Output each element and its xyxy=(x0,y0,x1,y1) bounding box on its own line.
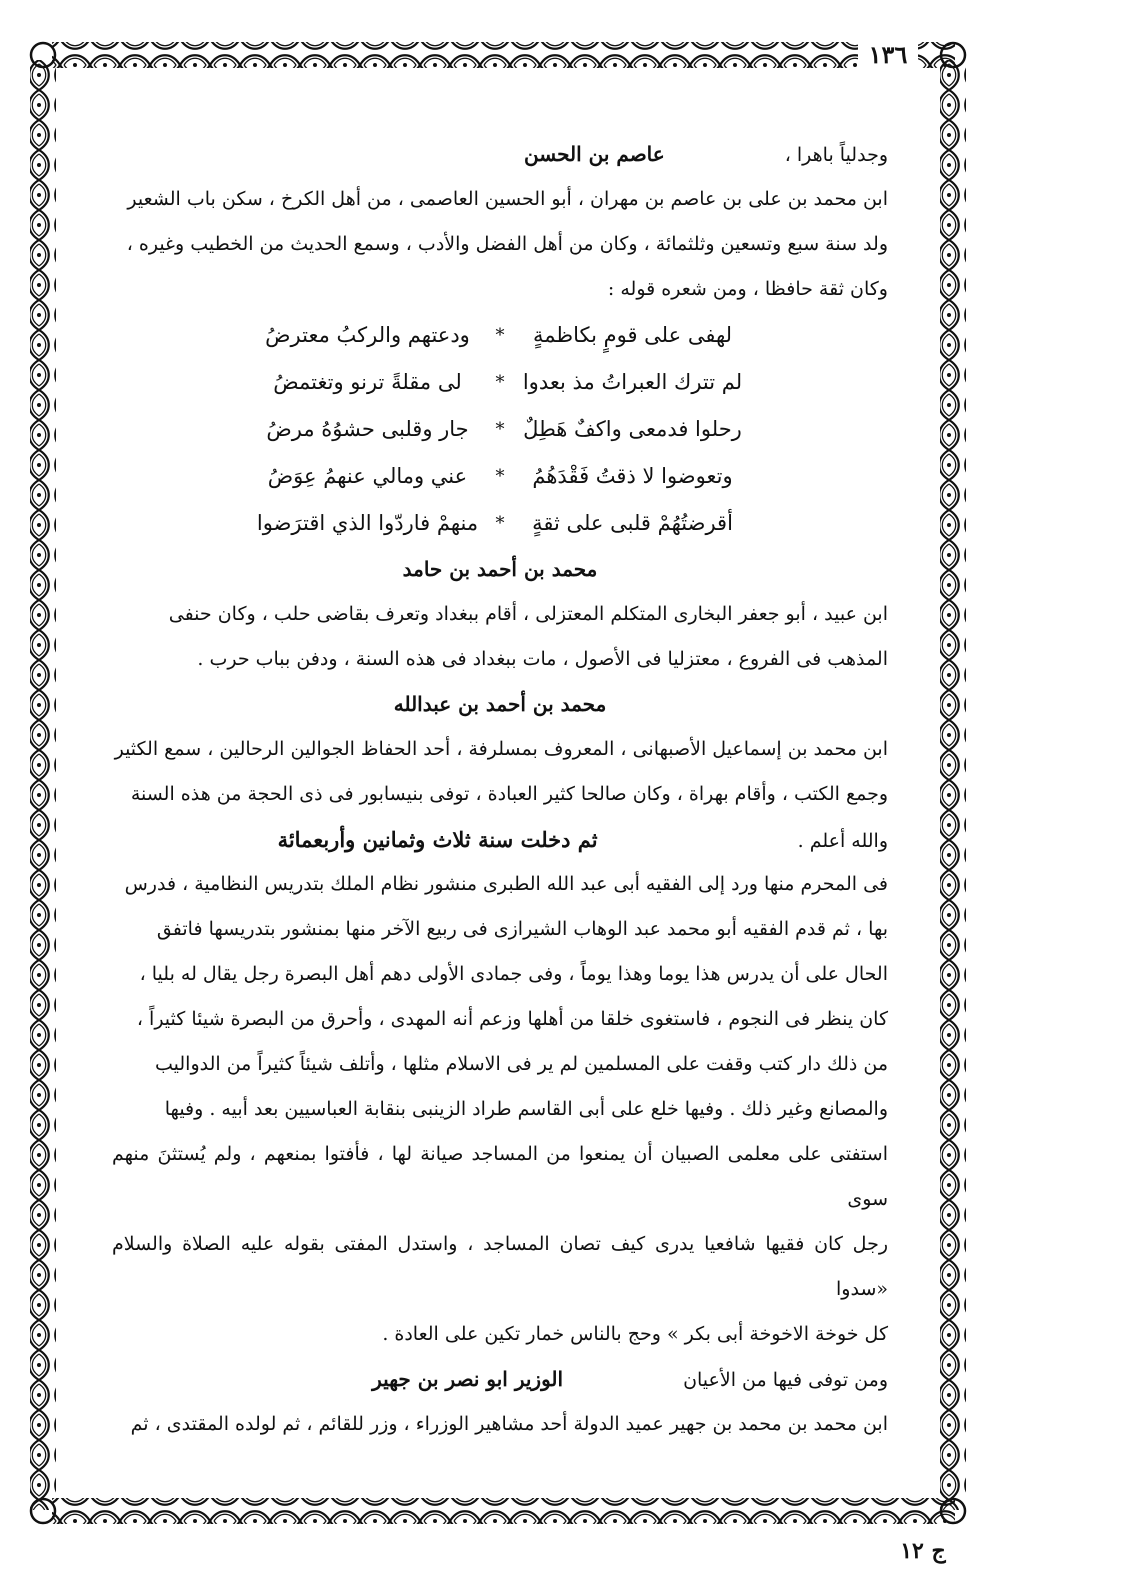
verse-separator: * xyxy=(495,372,505,393)
hemistich-second: منهمْ فاردّوا الذي اقترَضوا xyxy=(256,511,479,535)
verse-separator: * xyxy=(495,513,505,534)
hemistich-first: أقرضتُهُمْ قلبى على ثقةٍ xyxy=(532,511,733,535)
hemistich-first: وتعوضوا لا ذقتُ فَقْدَهُمُ xyxy=(532,464,733,488)
text-line: الحال على أن يدرس هذا يوما وهذا يوماً ، وفى جمادى الأولى دهم أهل البصرة رجل يقال له بليا ، xyxy=(139,963,888,985)
poem-verse xyxy=(250,453,750,500)
hemistich-first: لم تترك العبراتُ مذ بعدوا xyxy=(522,370,743,394)
text-line: وجمع الكتب ، وأقام بهراة ، وكان صالحا كثير العبادة ، توفى بنيسابور فى ذى الحجة من هذه السنة xyxy=(130,783,888,805)
text-line: من ذلك دار كتب وقفت على المسلمين لم ير فى الاسلام مثلها ، وأتلف شيئاً كثيراً من الدواليب xyxy=(155,1053,888,1075)
bio1-heading-row xyxy=(112,132,888,177)
bio3-heading-row xyxy=(112,682,888,727)
line-continuation: وجدلياً باهرا ، xyxy=(784,144,888,166)
text-line: ابن محمد بن محمد بن جهير عميد الدولة أحد مشاهير الوزراء ، وزر للقائم ، ثم لولده المقتدى ، ثم xyxy=(130,1413,888,1435)
text-line: رجل كان فقيها شافعيا يدرى كيف تصان المساجد ، واستدل المفتى بقوله عليه الصلاة والسلام «سدوا xyxy=(112,1233,888,1300)
hemistich-second: جار وقلبى حشوُهُ مرضُ xyxy=(266,417,469,441)
text-line: ابن عبيد ، أبو جعفر البخارى المتكلم المعتزلى ، أقام ببغداد وتعرف بقاضى حلب ، وكان حنفى xyxy=(168,603,888,625)
text-line: والمصانع وغير ذلك . وفيها خلع على أبى القاسم طراد الزينبى بنقابة العباسيين بعد أبيه . وفيها xyxy=(164,1098,888,1120)
text-line: كان ينظر فى النجوم ، فاستغوى خلقا من أهلها وزعم أنه المهدى ، وأحرق من البصرة شيئا كثيراً ، xyxy=(136,1008,888,1030)
poem-verse xyxy=(250,500,750,547)
text-line: كل خوخة الاخوخة أبى بكر » وحج بالناس خمار تكين على العادة . xyxy=(382,1323,888,1345)
hemistich-first: لهفى على قومٍ بكاظمةٍ xyxy=(532,323,733,347)
page-number: ١٣٦ xyxy=(858,40,918,69)
poem-verse xyxy=(250,312,750,359)
hemistich-second: ودعتهم والركبُ معترضُ xyxy=(265,323,470,347)
text-line: ابن محمد بن على بن عاصم بن مهران ، أبو الحسين العاصمى ، من أهل الكرخ ، سكن باب الشعير xyxy=(127,188,888,210)
year-heading-row xyxy=(112,817,888,862)
bio-heading: الوزير ابو نصر بن جهير xyxy=(372,1367,564,1391)
page-body xyxy=(112,132,888,1447)
bio-heading: عاصم بن الحسن xyxy=(524,142,665,166)
text-line: استفتى على معلمى الصبيان أن يمنعوا من المساجد صيانة لها ، فأفتوا بمنعهم ، ولم يُستثنَ منهم سوى xyxy=(112,1143,888,1210)
poem-verse xyxy=(250,359,750,406)
text-line: ابن محمد بن إسماعيل الأصبهانى ، المعروف بمسلرفة ، أحد الحفاظ الجوالين الرحالين ، سمع الكثير xyxy=(114,738,888,760)
bio4-heading-row xyxy=(112,1357,888,1402)
text-line: ولد سنة سبع وتسعين وثلثمائة ، وكان من أهل الفضل والأدب ، وسمع الحديث من الخطيب وغيره ، xyxy=(126,233,888,255)
verse-separator: * xyxy=(495,466,505,487)
bio-heading: محمد بن أحمد بن حامد xyxy=(402,557,598,581)
hemistich-first: رحلوا فدمعى واكفٌ هَطِلٌ xyxy=(523,417,742,441)
text-line: فى المحرم منها ورد إلى الفقيه أبى عبد الله الطبرى منشور نظام الملك بتدريس النظامية ، فدرس xyxy=(124,873,888,895)
bio-heading: محمد بن أحمد بن عبدالله xyxy=(393,692,607,716)
hemistich-second: لى مقلةً ترنو وتغتمضُ xyxy=(273,370,462,394)
signature-mark: ج ١٢ xyxy=(900,1538,946,1564)
verse-separator: * xyxy=(495,325,505,346)
line-continuation: والله أعلم . xyxy=(797,830,888,852)
text-line: المذهب فى الفروع ، معتزليا فى الأصول ، مات ببغداد فى هذه السنة ، ودفن بباب حرب . xyxy=(197,648,888,670)
text-line: بها ، ثم قدم الفقيه أبو محمد عبد الوهاب الشيرازى فى ربيع الآخر منها بمنشور بتدريسها فاتفق xyxy=(156,918,888,940)
hemistich-second: عني ومالي عنهمُ عِوَضُ xyxy=(267,464,468,488)
year-heading: ثم دخلت سنة ثلاث وثمانين وأربعمائة xyxy=(277,827,598,852)
text-line: وكان ثقة حافظا ، ومن شعره قوله : xyxy=(607,278,888,300)
verse-separator: * xyxy=(495,419,505,440)
bio2-heading-row xyxy=(112,547,888,592)
poem-verse xyxy=(250,406,750,453)
poem xyxy=(250,312,750,547)
line-continuation: ومن توفى فيها من الأعيان xyxy=(683,1369,888,1391)
